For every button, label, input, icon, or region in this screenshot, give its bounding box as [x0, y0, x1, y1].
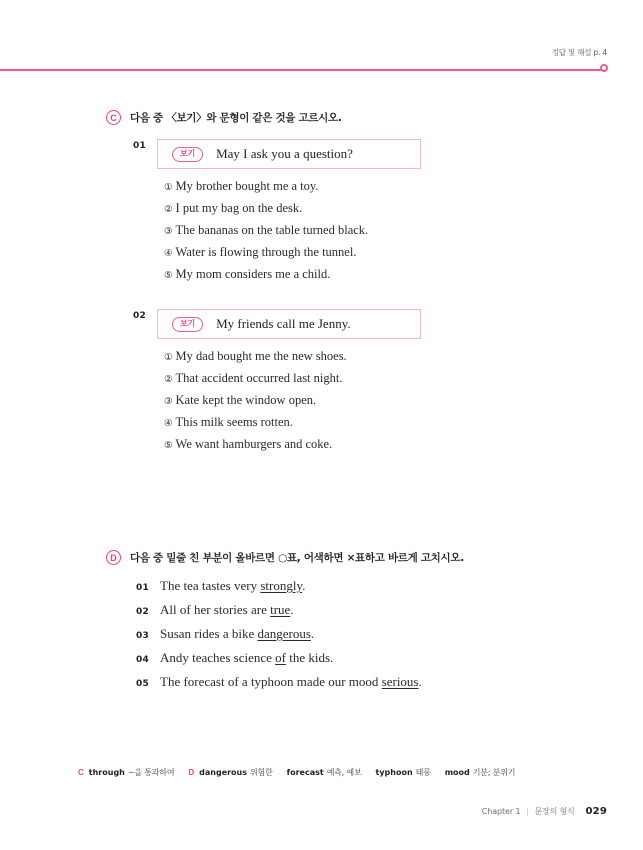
footer-topic: 문장의 형식 [534, 807, 575, 816]
choice-item[interactable] [164, 179, 584, 201]
vocab-section-label: D [188, 768, 195, 777]
underlined-part: true [270, 602, 291, 617]
question-number: 02 [133, 311, 146, 321]
vocab-definition: 태풍 [415, 768, 431, 777]
footer-chapter: Chapter 1 [481, 807, 521, 816]
choice-marker: ⑤ [164, 440, 173, 451]
item-sentence [160, 602, 294, 618]
choice-text: The bananas on the table turned black. [175, 223, 369, 237]
choice-marker: ④ [164, 248, 173, 259]
correction-item[interactable] [0, 650, 643, 674]
vocab-definition: 기분; 분위기 [472, 768, 516, 777]
header-end-dot-icon [600, 64, 608, 72]
choice-item[interactable] [164, 437, 584, 459]
item-number: 02 [136, 607, 149, 617]
bogi-badge: 보기 [172, 317, 203, 332]
choice-item[interactable] [164, 349, 584, 371]
choice-marker: ② [164, 374, 173, 385]
choice-item[interactable] [164, 245, 584, 267]
sentence-before: All of her stories are [160, 602, 271, 617]
item-sentence [160, 650, 333, 666]
section-c-title: 다음 중 〈보기〉와 문형이 같은 것을 고르시오. [130, 112, 342, 124]
page-number: 029 [585, 806, 607, 817]
choice-item[interactable] [164, 371, 584, 393]
choice-text: Kate kept the window open. [175, 393, 317, 407]
choice-marker: ④ [164, 418, 173, 429]
choice-item[interactable] [164, 415, 584, 437]
sentence-before: The forecast of a typhoon made our mood [160, 674, 382, 689]
example-box [157, 309, 421, 339]
underlined-part: dangerous [257, 626, 311, 641]
footer-separator: | [526, 807, 529, 816]
choice-item[interactable] [164, 201, 584, 223]
choice-list [164, 179, 584, 289]
vocab-word: through [88, 768, 125, 777]
section-badge-c: C [106, 110, 121, 125]
vocab-definition: 예측, 예보 [326, 768, 362, 777]
choice-text: My brother bought me a toy. [175, 179, 319, 193]
choice-list [164, 349, 584, 459]
answer-reference: 정답 및 해설 p. 4 [551, 48, 607, 57]
underlined-part: serious [381, 674, 419, 689]
choice-text: This milk seems rotten. [175, 415, 293, 429]
item-sentence [160, 578, 305, 594]
sentence-before: Andy teaches science [160, 650, 276, 665]
correction-item[interactable] [0, 674, 643, 698]
example-box [157, 139, 421, 169]
vocabulary-notes [78, 767, 618, 778]
item-sentence [160, 626, 314, 642]
underlined-part: of [275, 650, 286, 665]
example-sentence: My friends call me Jenny. [216, 316, 351, 331]
choice-text: I put my bag on the desk. [175, 201, 303, 215]
choice-item[interactable] [164, 223, 584, 245]
choice-text: We want hamburgers and coke. [175, 437, 333, 451]
choice-text: My dad bought me the new shoes. [175, 349, 347, 363]
vocab-definition: 위험한 [250, 768, 273, 777]
vocab-section-label: C [78, 768, 84, 777]
sentence-after: . [418, 674, 422, 689]
sentence-after: . [290, 602, 294, 617]
choice-marker: ② [164, 204, 173, 215]
section-badge-d: D [106, 550, 121, 565]
sentence-after: . [310, 626, 315, 641]
item-number: 05 [136, 679, 149, 689]
item-number: 01 [136, 583, 149, 593]
section-d-heading [0, 550, 643, 565]
vocab-word: dangerous [199, 768, 248, 777]
page-header [0, 0, 643, 90]
example-sentence: May I ask you a question? [216, 146, 353, 161]
question-number: 01 [133, 141, 146, 151]
choice-marker: ⑤ [164, 270, 173, 281]
choice-item[interactable] [164, 393, 584, 415]
vocab-word: mood [444, 768, 470, 777]
page-footer [482, 806, 607, 817]
vocab-definition: ~을 통과하여 [127, 768, 175, 777]
choice-item[interactable] [164, 267, 584, 289]
choice-marker: ① [164, 182, 173, 193]
sentence-before: Susan rides a bike [160, 626, 258, 641]
underlined-part: strongly [260, 578, 303, 593]
correction-item[interactable] [0, 578, 643, 602]
choice-text: That accident occurred last night. [175, 371, 343, 385]
choice-text: My mom considers me a child. [175, 267, 331, 281]
bogi-badge: 보기 [172, 147, 203, 162]
section-d-title: 다음 중 밑줄 친 부분이 올바르면 ○표, 어색하면 ×표하고 바르게 고치시오. [130, 552, 464, 564]
header-rule [0, 69, 606, 71]
correction-item[interactable] [0, 626, 643, 650]
item-number: 03 [136, 631, 149, 641]
section-c-heading [0, 110, 643, 125]
sentence-after: the kids. [285, 650, 334, 665]
choice-text: Water is flowing through the tunnel. [175, 245, 357, 259]
choice-marker: ③ [164, 396, 173, 407]
sentence-after: . [302, 578, 306, 593]
item-sentence [160, 674, 422, 690]
choice-marker: ① [164, 352, 173, 363]
sentence-before: The tea tastes very [160, 578, 261, 593]
vocab-word: forecast [286, 768, 324, 777]
choice-marker: ③ [164, 226, 173, 237]
item-number: 04 [136, 655, 149, 665]
vocab-word: typhoon [375, 768, 413, 777]
correction-item[interactable] [0, 602, 643, 626]
